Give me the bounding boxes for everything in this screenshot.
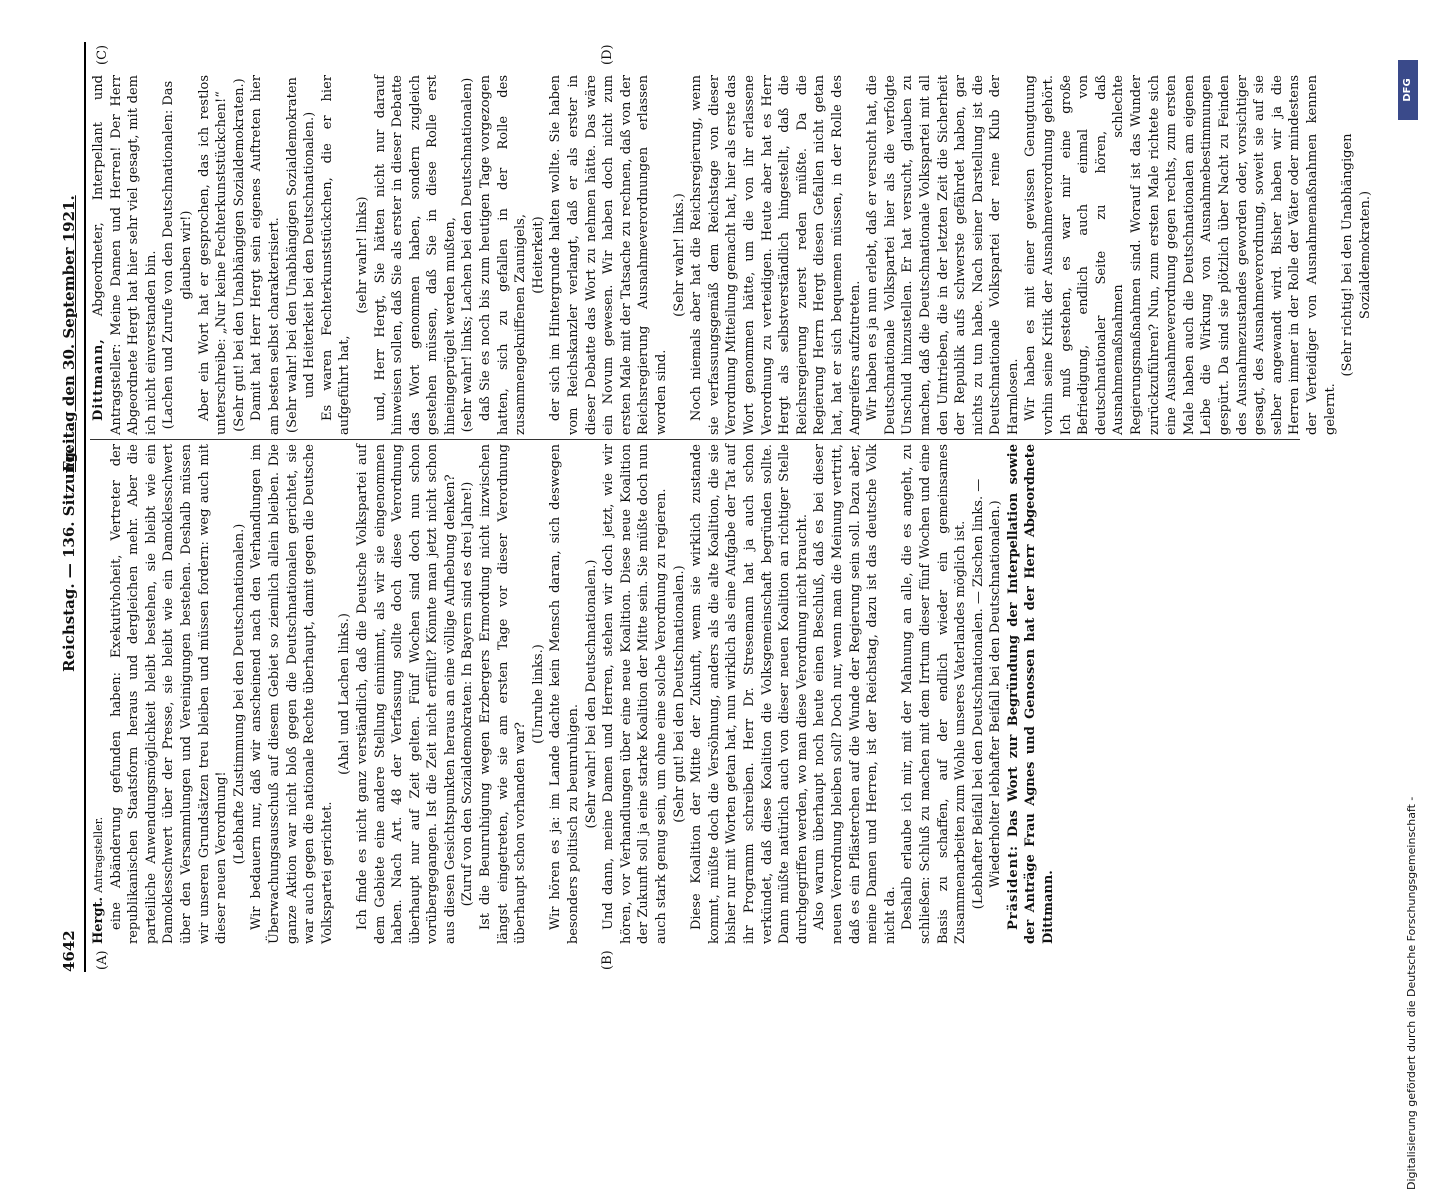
stage-direction: (Lebhafter Beifall bei den Deutschnationalen. — Zischen links. — Wiederholter lebhafter Beifall bei den Deutschnationalen.) [970, 478, 1004, 910]
president-text: Das Wort zur Begründung der Interpellation sowie der Anträge Frau Agnes und Genossen hat der Herr Abgeordnete Dittmann. [1005, 444, 1057, 944]
paragraph: Und dann, meine Damen und Herren, stehen wir doch jetzt, wie wir hören, vor Verhandlungen über eine neue Koalition. Diese neue Koalition der Zukunft soll ja eine starke Koalition der Mitte sein. Sie müßte doch nun auch stark genug sein, um ohne eine solche Verordnung zu regieren. [601, 444, 669, 944]
speaker-name: Hergt. [91, 896, 106, 944]
dfg-badge: DFG [1398, 60, 1418, 120]
session-date: Freitag den 30. September 1921. [60, 195, 78, 472]
stage-direction: (Sehr wahr! links.) [671, 193, 687, 317]
stage-direction: (Zuruf von den Sozialdemokraten: In Bayern sind es drei Jahre!) [460, 481, 476, 907]
stage-direction: (Sehr wahr! bei den Unabhängigen Sozialdemokraten und Heiterkeit bei den Deutschnationalen.) [284, 77, 318, 433]
stage-direction: (Heiterkeit) [530, 216, 546, 294]
paragraph: Noch niemals aber hat die Reichsregierung, wenn sie verfassungsgemäß dem Reichstage von dieser Verordnung Mitteilung gemacht hat, hier als erste das Wort genommen hätte, um die von ihr erlassene Verordnung zu verteidigen. Heute aber hat es Herr Hergt als selbstverständlich hingestellt, daß die Reichsregierung zuerst reden müßte. Da die Regierung Herrn Hergt diesen Gefallen nicht getan hat, hat er sich bequemen müssen, in der Rolle des Angreifers aufzutreten. [689, 75, 863, 435]
page-number: 4642 [60, 930, 78, 972]
paragraph: Ich finde es nicht ganz verständlich, daß die Deutsche Volkspartei auf dem Gebiete eine andere Stellung einnimmt, als wir sie eingenommen haben. Nach Art. 48 der Verfassung sollte doch diese Verordnung überhaupt nur auf Zeit gelten. Fünf Wochen sind doch nun schon vorübergegangen. Ist die Zeit nicht erfüllt? Könnte man jetzt nicht schon aus diesen Gesichtspunkten heraus an eine völlige Aufhebung denken? [354, 444, 458, 944]
session-title: Reichstag. — 136. Sitzung. [60, 446, 78, 672]
paragraph: der sich im Hintergrunde halten wollte. Sie haben vom Reichskanzler verlangt, daß er als erster in dieser Debatte das Wort zu nehmen hätte. Das wäre ein Novum gewesen. Wir haben doch nicht zum ersten Male mit der Tatsache zu rechnen, daß von der Reichsregierung Ausnahmeverordnungen erlassen worden sind. [548, 75, 669, 435]
speaker-intro: Abgeordneter, Interpellant und Antragsteller: Meine Damen und Herren! Der Herr Abgeordnete Hergt hat hier sehr viel gesagt, mit dem ich nicht einverstanden bin. [91, 74, 159, 435]
margin-letter-d: (D) [600, 44, 615, 65]
header-rule [84, 42, 86, 972]
stage-direction: (Sehr wahr! bei den Deutschnationalen.) [583, 559, 599, 829]
paragraph: Damit hat Herr Hergt sein eigenes Auftreten hier am besten selbst charakterisiert. [249, 75, 282, 435]
paragraph: Wir haben es ja nun erlebt, daß er versucht hat, die Deutschnationale Volkspartei hier als die verfolgte Unschuld hinzustellen. Er hat versucht, glauben zu machen, daß die Deutschnationale Volkspartei mit all den Umtrieben, die in der letzten Zeit die Sicherheit der Republik aufs schwerste gefährdet haben, gar nichts zu tun habe. Nach seiner Darstellung ist die Deutschnationale Volkspartei der reine Klub der Harmlosen. [865, 75, 1021, 435]
paragraph: Wir hören es ja: im Lande dachte kein Mensch daran, sich deswegen besonders politisch zu beunruhigen. [548, 444, 582, 944]
paragraph: Wir bedauern nur, daß wir anscheinend nach den Verhandlungen im Überwachungsausschuß auf diesem Gebiet so ziemlich allein bleiben. Die ganze Aktion war nicht bloß gegen die Deutschnationalen gerichtet, sie war auch gegen die nationale Rechte überhaupt, damit gegen die Deutsche Volkspartei gerichtet. [249, 444, 335, 944]
paragraph: Es waren Fechterkunststückchen, die er hier aufgeführt hat, [319, 75, 353, 435]
left-column [90, 444, 1340, 944]
paragraph: Ist die Beunruhigung wegen Erzbergers Ermordung nicht inzwischen längst eingetreten, wie sie am ersten Tage vor dieser Verordnung überhaupt schon vorhanden war? [478, 444, 529, 944]
stage-direction: (Sehr richtig! bei den Unabhängigen Sozialdemokraten.) [1340, 133, 1373, 377]
paragraph: Deshalb erlaube ich mir, mit der Mahnung an alle, die es angeht, zu schließen: Schluß zu machen mit dem Irrtum dieser fünf Wochen und eine Basis zu schaffen, auf der endlich wieder ein gemeinsames Zusammenarbeiten zum Wohle unseres Vaterlandes möglich ist. [900, 444, 969, 944]
stage-direction: (Sehr gut! bei den Deutschnationalen.) [671, 565, 687, 823]
stage-direction: (Sehr gut! bei den Unabhängigen Sozialdemokraten.) [231, 78, 247, 432]
stage-direction: (sehr wahr! links; Lachen bei den Deutschnationalen) [460, 77, 476, 433]
paragraph: Also warum überhaupt noch heute einen Beschluß, daß es bei dieser neuen Verordnung bleiben soll? Doch nur, wenn man die Meinung vertritt, daß es ein Pflästerchen auf die Wunde der Regierung sein soll. Dazu aber, meine Damen und Herren, ist der Reichstag, dazu ist das deutsche Volk nicht da. [812, 444, 898, 944]
margin-letter-c: (C) [95, 44, 110, 65]
page-header [60, 42, 82, 972]
stage-direction: (Aha! und Lachen links.) [337, 613, 353, 775]
right-column [90, 74, 1373, 435]
paragraph: eine Abänderung gefunden haben: Exekutivhoheit, Vertreter der republikanischen Staatsform heraus und dergleichen mehr. Aber die parteiliche Anwendungsmöglichkeit bleibt bestehen, sie bleibt wie ein Damoklesschwert über der Presse, sie bleibt wie ein Damoklesschwert über den Versammlungen und Vereinigungen bestehen. Deshalb müssen wir unseren Grundsätzen treu bleiben und müssen fordern: weg auch mit dieser neuen Verordnung! [108, 444, 230, 944]
president-label: Präsident: [1005, 845, 1021, 930]
speaker-role: Antragsteller. [92, 816, 105, 893]
paragraph: und, Herr Hergt, Sie hätten nicht nur darauf hinweisen sollen, daß Sie als erster in dieser Debatte das Wort genommen haben, sondern zugleich gestehen müssen, daß Sie in diese Rolle erst hineingeprügelt werden mußten, [372, 75, 458, 435]
stage-direction: (Lachen und Zurufe von den Deutschnationalen: Das glauben wir!) [161, 80, 194, 430]
margin-letter-b: (B) [600, 950, 615, 970]
stage-direction: (Unruhe links.) [530, 644, 546, 744]
speaker-name: Dittmann, [91, 338, 106, 421]
paragraph: daß Sie es noch bis zum heutigen Tage vorgezogen hatten, sich zu gefallen in der Rolle des zusammengekniffenen Zaunigels, [478, 75, 529, 435]
stage-direction: (Lebhafte Zustimmung bei den Deutschnationalen.) [231, 523, 247, 865]
digitization-credit: Digitalisierung gefördert durch die Deutsche Forschungsgemeinschaft - [1405, 796, 1418, 1190]
paragraph: Aber ein Wort hat er gesprochen, das ich restlos unterschreibe: „Nur keine Fechterkunststückchen!“ [196, 75, 230, 435]
paragraph: Wir haben es mit einer gewissen Genugtuung vorhin seine Kritik der Ausnahmeverordnung gehört. Ich muß gestehen, es war mir eine große Befriedigung, endlich auch einmal von deutschnationaler Seite zu hören, daß Ausnahmemaßnahmen schlechte Regierungsmaßnahmen sind. Worauf ist das Wunder zurückzuführen? Nun, zum ersten Male richtete sich eine Ausnahmeverordnung gegen rechts, zum ersten Male haben auch die Deutschnationalen am eigenen Leibe die Wirkung von Ausnahmebestimmungen gespürt. Da sind sie plötzlich über Nacht zu Feinden des Ausnahmezustandes geworden oder, vorsichtiger gesagt, des Ausnahmeverordnung, soweit sie auf sie selber angewandt wird. Bisher haben wir ja die Herren immer in der Rolle der Väter oder mindestens der Verteidiger von Ausnahmemaßnahmen kennen gelernt. [1023, 75, 1338, 435]
stage-direction: (sehr wahr! links) [354, 196, 370, 314]
paragraph: Diese Koalition der Mitte der Zukunft, wenn sie wirklich zustande kommt, müßte doch die Versöhnung, anders als die alte Koalition, die sie bisher nur mit Worten getan hat, nun wirklich als eine Aufgabe der Tat auf ihr Programm schreiben. Herr Dr. Stresemann hat ja auch schon verkündet, daß diese Koalition die Volksgemeinschaft begründen sollte. Dann müßte natürlich auch von dieser neuen Koalition an richtiger Stelle durchgegriffen werden, wo man diese Verordnung nicht braucht. [689, 444, 810, 944]
column-divider [90, 439, 1300, 440]
margin-letter-a: (A) [95, 950, 110, 970]
